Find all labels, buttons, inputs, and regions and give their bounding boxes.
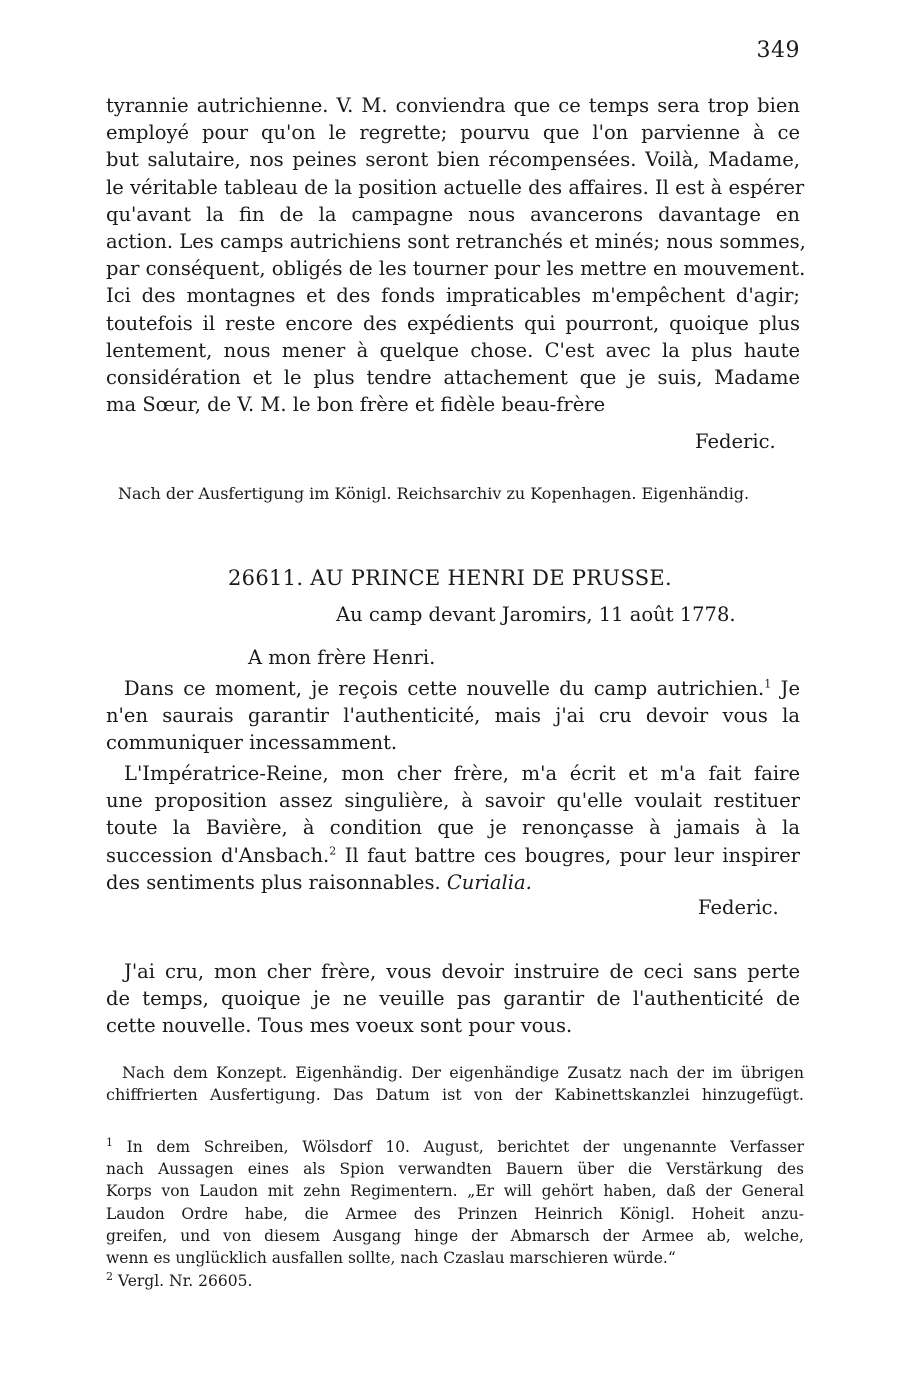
text-line: n'en saurais garantir l'authenticité, mais j'ai cru devoir vous la xyxy=(106,704,800,728)
footnote-2 xyxy=(106,1270,804,1292)
source-note xyxy=(106,1062,804,1106)
text-line: Laudon Ordre habe, die Armee des Prinzen Heinrich Königl. Hoheit anzu- xyxy=(106,1204,804,1223)
text-line: employé pour qu'on le regrette; pourvu que l'on parvienne à ce xyxy=(106,121,800,145)
text-line: nach Aussagen eines als Spion verwandten Bauern über die Verstärkung des xyxy=(106,1160,804,1179)
text-line: succession d'Ansbach.$^2$ Il faut battre ces bougres, pour leur inspirer xyxy=(106,843,800,867)
text-line: des sentiments plus raisonnables. Curialia. xyxy=(106,870,532,894)
text-line: tyrannie autrichienne. V. M. conviendra que ce temps sera trop bien xyxy=(106,94,800,117)
text-line: wenn es unglücklich ausfallen sollte, nach Czaslau marschieren würde.“ xyxy=(106,1249,676,1268)
text-line: $^2$ Vergl. Nr. 26605. xyxy=(106,1269,253,1290)
footnote-mark: 2 xyxy=(106,1269,113,1283)
text-line: cette nouvelle. Tous mes voeux sont pour vous. xyxy=(106,1014,573,1038)
text-line: toutefois il reste encore des expédients qui pourront, quoique plus xyxy=(106,311,800,335)
text-line: Nach dem Konzept. Eigenhändig. Der eigenhändige Zusatz nach der im übrigen xyxy=(122,1063,804,1082)
text-line: Dans ce moment, je reçois cette nouvelle du camp autrichien.$^1$ Je xyxy=(124,677,800,700)
text-line: considération et le plus tendre attachement que je suis, Madame xyxy=(106,366,800,390)
letter-salutation: A mon frère Henri. xyxy=(248,646,436,669)
signature: Federic. xyxy=(698,896,779,919)
page-number: 349 xyxy=(756,38,800,63)
text-line: L'Impératrice-Reine, mon cher frère, m'a écrit et m'a fait faire xyxy=(124,762,800,785)
text-line: but salutaire, nos peines seront bien récompensées. Voilà, Madame, xyxy=(106,148,800,172)
letter-paragraph-1 xyxy=(106,675,800,757)
postscript-paragraph xyxy=(106,958,800,1040)
footnote-ref: 1 xyxy=(764,677,772,691)
italic-word: Curialia. xyxy=(446,870,532,894)
text-line: action. Les camps autrichiens sont retranchés et minés; nous sommes, xyxy=(106,230,806,254)
text-line: une proposition assez singulière, à savoir qu'elle voulait restituer xyxy=(106,789,800,813)
text-line: Ici des montagnes et des fonds impraticables m'empêchent d'agir; xyxy=(106,284,800,308)
text-line: par conséquent, obligés de les tourner pour les mettre en mouvement. xyxy=(106,257,806,281)
letter-heading: 26611. AU PRINCE HENRI DE PRUSSE. xyxy=(228,566,672,590)
text-line: le véritable tableau de la position actuelle des affaires. Il est à espérer xyxy=(106,175,805,199)
text-line: de temps, quoique je ne veuille pas garantir de l'authenticité de xyxy=(106,987,800,1011)
text-line: toute la Bavière, à condition que je renonçasse à jamais à la xyxy=(106,816,800,840)
footnote-mark: 1 xyxy=(106,1135,113,1149)
footnote-ref: 2 xyxy=(329,844,337,858)
letter-dateline: Au camp devant Jaromirs, 11 août 1778. xyxy=(336,603,736,626)
signature: Federic. xyxy=(695,430,776,453)
text-line: J'ai cru, mon cher frère, vous devoir instruire de ceci sans perte xyxy=(124,960,800,983)
letter-end-paragraph xyxy=(106,92,806,418)
text-line: $^1$ In dem Schreiben, Wölsdorf 10. August, berichtet der ungenannte Verfasser xyxy=(106,1135,804,1156)
text-line: Korps von Laudon mit zehn Regimentern. „Er will gehört haben, daß der General xyxy=(106,1182,804,1201)
footnote-1 xyxy=(106,1136,804,1269)
text-line: greifen, und von diesem Ausgang hinge der Abmarsch der Armee ab, welche, xyxy=(106,1226,804,1245)
text-line: lentement, nous mener à quelque chose. C'est avec la plus haute xyxy=(106,338,800,362)
text-line: communiquer incessamment. xyxy=(106,731,398,755)
source-note: Nach der Ausfertigung im Königl. Reichsarchiv zu Kopenhagen. Eigenhändig. xyxy=(118,484,750,503)
text-line: qu'avant la fin de la campagne nous avancerons davantage en xyxy=(106,202,800,226)
text-line: ma Sœur, de V. M. le bon frère et fidèle beau-frère xyxy=(106,393,606,417)
text-line: chiffrierten Ausfertigung. Das Datum ist von der Kabinettskanzlei hinzugefügt. xyxy=(106,1085,804,1104)
letter-paragraph-2 xyxy=(106,760,800,896)
